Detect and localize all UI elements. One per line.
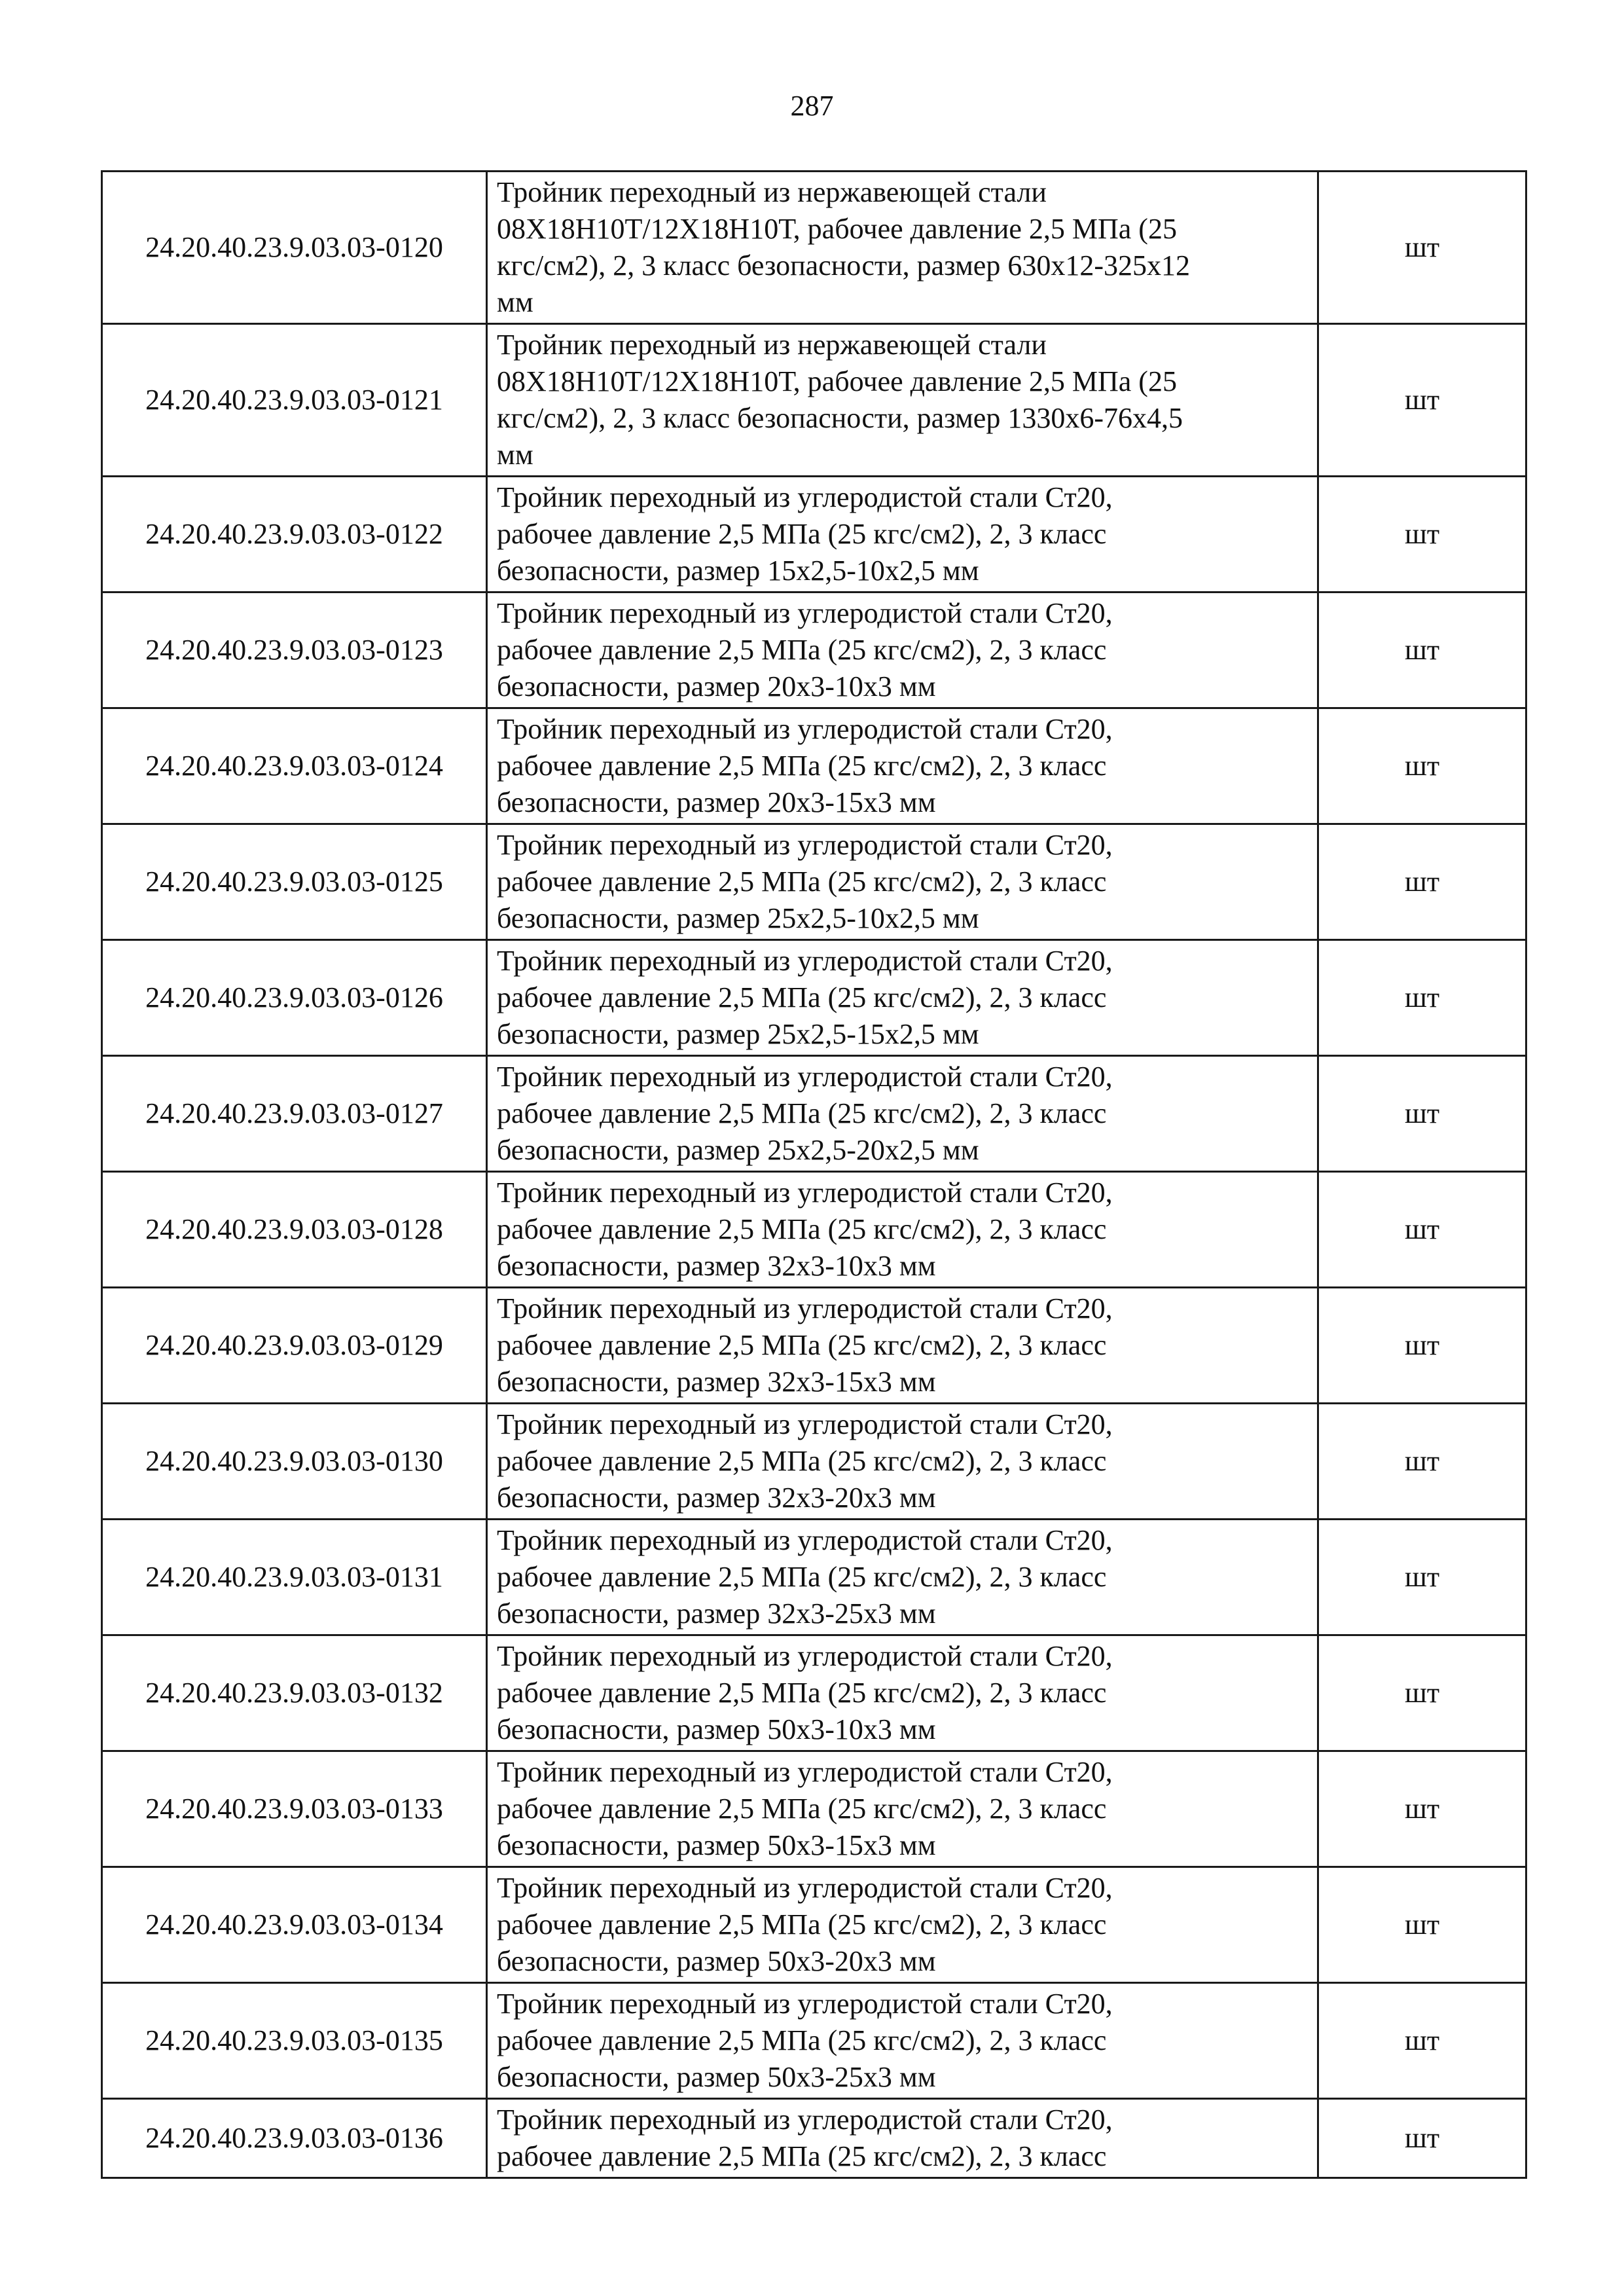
description-line: безопасности, размер 50х3-25х3 мм <box>497 2061 936 2093</box>
item-code-cell: 24.20.40.23.9.03.03-0135 <box>102 1983 487 2099</box>
item-description-cell <box>487 477 1318 592</box>
description-line: Тройник переходный из углеродистой стали Ст20, <box>497 2104 1113 2136</box>
item-unit-cell: шт <box>1318 708 1526 824</box>
description-line: безопасности, размер 20х3-10х3 мм <box>497 670 936 702</box>
item-description-cell <box>487 824 1318 940</box>
description-line: безопасности, размер 32х3-20х3 мм <box>497 1482 936 1514</box>
description-line: рабочее давление 2,5 МПа (25 кгс/см2), 2, 3 класс <box>497 518 1107 550</box>
item-unit-cell: шт <box>1318 1172 1526 1288</box>
description-line: рабочее давление 2,5 МПа (25 кгс/см2), 2, 3 класс <box>497 750 1107 782</box>
description-line: Тройник переходный из углеродистой стали Ст20, <box>497 1176 1113 1209</box>
description-line: рабочее давление 2,5 МПа (25 кгс/см2), 2, 3 класс <box>497 634 1107 666</box>
item-unit-cell: шт <box>1318 1635 1526 1751</box>
item-code-cell: 24.20.40.23.9.03.03-0129 <box>102 1288 487 1404</box>
description-line: Тройник переходный из углеродистой стали Ст20, <box>497 1061 1113 1093</box>
description-line: безопасности, размер 25х2,5-10х2,5 мм <box>497 902 979 934</box>
item-code-cell: 24.20.40.23.9.03.03-0121 <box>102 324 487 477</box>
description-line: рабочее давление 2,5 МПа (25 кгс/см2), 2, 3 класс <box>497 1793 1107 1825</box>
item-description-cell <box>487 1404 1318 1520</box>
item-unit-cell: шт <box>1318 1056 1526 1172</box>
description-line: кгс/см2), 2, 3 класс безопасности, размер 1330х6-76х4,5 <box>497 402 1183 434</box>
description-line: безопасности, размер 25х2,5-15х2,5 мм <box>497 1018 979 1050</box>
description-line: рабочее давление 2,5 МПа (25 кгс/см2), 2, 3 класс <box>497 1908 1107 1941</box>
description-line: мм <box>497 439 533 471</box>
description-line: безопасности, размер 50х3-10х3 мм <box>497 1713 936 1745</box>
table-row <box>102 1404 1526 1520</box>
description-line: безопасности, размер 15х2,5-10х2,5 мм <box>497 555 979 587</box>
item-code-cell: 24.20.40.23.9.03.03-0123 <box>102 592 487 708</box>
item-code-cell: 24.20.40.23.9.03.03-0126 <box>102 940 487 1056</box>
description-line: безопасности, размер 25х2,5-20х2,5 мм <box>497 1134 979 1166</box>
item-code-cell: 24.20.40.23.9.03.03-0130 <box>102 1404 487 1520</box>
table-row <box>102 592 1526 708</box>
table-row <box>102 1635 1526 1751</box>
item-code-cell: 24.20.40.23.9.03.03-0128 <box>102 1172 487 1288</box>
description-line: Тройник переходный из углеродистой стали Ст20, <box>497 713 1113 745</box>
item-description-cell <box>487 592 1318 708</box>
catalog-table <box>101 170 1527 2179</box>
table-row <box>102 1867 1526 1983</box>
description-line: рабочее давление 2,5 МПа (25 кгс/см2), 2, 3 класс <box>497 1445 1107 1477</box>
item-unit-cell: шт <box>1318 1983 1526 2099</box>
table-row <box>102 1751 1526 1867</box>
item-code-cell: 24.20.40.23.9.03.03-0133 <box>102 1751 487 1867</box>
item-code-cell: 24.20.40.23.9.03.03-0136 <box>102 2099 487 2178</box>
table-row <box>102 1172 1526 1288</box>
item-description-cell <box>487 1751 1318 1867</box>
description-line: рабочее давление 2,5 МПа (25 кгс/см2), 2, 3 класс <box>497 2140 1107 2172</box>
description-line: Тройник переходный из нержавеющей стали <box>497 176 1047 208</box>
table-row <box>102 324 1526 477</box>
description-line: кгс/см2), 2, 3 класс безопасности, размер 630х12-325х12 <box>497 249 1190 282</box>
item-unit-cell: шт <box>1318 1520 1526 1635</box>
description-line: Тройник переходный из углеродистой стали Ст20, <box>497 945 1113 977</box>
table-row <box>102 1056 1526 1172</box>
description-line: рабочее давление 2,5 МПа (25 кгс/см2), 2, 3 класс <box>497 1213 1107 1245</box>
item-code-cell: 24.20.40.23.9.03.03-0122 <box>102 477 487 592</box>
description-line: безопасности, размер 32х3-15х3 мм <box>497 1366 936 1398</box>
item-description-cell <box>487 940 1318 1056</box>
item-description-cell <box>487 1983 1318 2099</box>
description-line: Тройник переходный из углеродистой стали Ст20, <box>497 1872 1113 1904</box>
description-line: Тройник переходный из углеродистой стали Ст20, <box>497 829 1113 861</box>
description-line: безопасности, размер 32х3-25х3 мм <box>497 1597 936 1630</box>
item-code-cell: 24.20.40.23.9.03.03-0124 <box>102 708 487 824</box>
catalog-table-body <box>102 172 1526 2178</box>
description-line: 08Х18Н10Т/12Х18Н10Т, рабочее давление 2,5 МПа (25 <box>497 213 1177 245</box>
item-description-cell <box>487 1867 1318 1983</box>
description-line: Тройник переходный из углеродистой стали Ст20, <box>497 481 1113 513</box>
item-unit-cell: шт <box>1318 1751 1526 1867</box>
description-line: Тройник переходный из углеродистой стали Ст20, <box>497 597 1113 629</box>
description-line: безопасности, размер 50х3-20х3 мм <box>497 1945 936 1977</box>
description-line: мм <box>497 286 533 318</box>
item-description-cell <box>487 2099 1318 2178</box>
item-description-cell <box>487 1635 1318 1751</box>
description-line: рабочее давление 2,5 МПа (25 кгс/см2), 2, 3 класс <box>497 1097 1107 1129</box>
item-unit-cell: шт <box>1318 940 1526 1056</box>
item-code-cell: 24.20.40.23.9.03.03-0131 <box>102 1520 487 1635</box>
description-line: рабочее давление 2,5 МПа (25 кгс/см2), 2, 3 класс <box>497 1329 1107 1361</box>
description-line: рабочее давление 2,5 МПа (25 кгс/см2), 2, 3 класс <box>497 1677 1107 1709</box>
table-row <box>102 1520 1526 1635</box>
item-code-cell: 24.20.40.23.9.03.03-0120 <box>102 172 487 324</box>
item-code-cell: 24.20.40.23.9.03.03-0132 <box>102 1635 487 1751</box>
description-line: Тройник переходный из углеродистой стали Ст20, <box>497 1988 1113 2020</box>
description-line: Тройник переходный из углеродистой стали Ст20, <box>497 1756 1113 1788</box>
item-description-cell <box>487 172 1318 324</box>
table-row <box>102 1983 1526 2099</box>
item-unit-cell: шт <box>1318 1404 1526 1520</box>
item-description-cell <box>487 708 1318 824</box>
item-description-cell <box>487 1056 1318 1172</box>
item-unit-cell: шт <box>1318 2099 1526 2178</box>
item-description-cell <box>487 1288 1318 1404</box>
description-line: Тройник переходный из углеродистой стали Ст20, <box>497 1524 1113 1556</box>
description-line: 08Х18Н10Т/12Х18Н10Т, рабочее давление 2,5 МПа (25 <box>497 365 1177 397</box>
description-line: Тройник переходный из нержавеющей стали <box>497 329 1047 361</box>
description-line: рабочее давление 2,5 МПа (25 кгс/см2), 2, 3 класс <box>497 1561 1107 1593</box>
table-row <box>102 824 1526 940</box>
description-line: рабочее давление 2,5 МПа (25 кгс/см2), 2, 3 класс <box>497 866 1107 898</box>
item-code-cell: 24.20.40.23.9.03.03-0134 <box>102 1867 487 1983</box>
table-row <box>102 708 1526 824</box>
table-row <box>102 2099 1526 2178</box>
table-row <box>102 1288 1526 1404</box>
table-row <box>102 477 1526 592</box>
description-line: Тройник переходный из углеродистой стали Ст20, <box>497 1292 1113 1324</box>
description-line: безопасности, размер 32х3-10х3 мм <box>497 1250 936 1282</box>
description-line: Тройник переходный из углеродистой стали Ст20, <box>497 1408 1113 1440</box>
item-unit-cell: шт <box>1318 477 1526 592</box>
page-number: 287 <box>790 90 834 122</box>
description-line: безопасности, размер 50х3-15х3 мм <box>497 1829 936 1861</box>
item-unit-cell: шт <box>1318 824 1526 940</box>
item-unit-cell: шт <box>1318 1867 1526 1983</box>
item-unit-cell: шт <box>1318 324 1526 477</box>
description-line: Тройник переходный из углеродистой стали Ст20, <box>497 1640 1113 1672</box>
item-code-cell: 24.20.40.23.9.03.03-0127 <box>102 1056 487 1172</box>
item-unit-cell: шт <box>1318 172 1526 324</box>
item-description-cell <box>487 1520 1318 1635</box>
item-code-cell: 24.20.40.23.9.03.03-0125 <box>102 824 487 940</box>
table-row <box>102 172 1526 324</box>
description-line: безопасности, размер 20х3-15х3 мм <box>497 786 936 818</box>
item-description-cell <box>487 1172 1318 1288</box>
item-unit-cell: шт <box>1318 592 1526 708</box>
item-unit-cell: шт <box>1318 1288 1526 1404</box>
table-row <box>102 940 1526 1056</box>
item-description-cell <box>487 324 1318 477</box>
description-line: рабочее давление 2,5 МПа (25 кгс/см2), 2, 3 класс <box>497 981 1107 1013</box>
description-line: рабочее давление 2,5 МПа (25 кгс/см2), 2, 3 класс <box>497 2024 1107 2056</box>
